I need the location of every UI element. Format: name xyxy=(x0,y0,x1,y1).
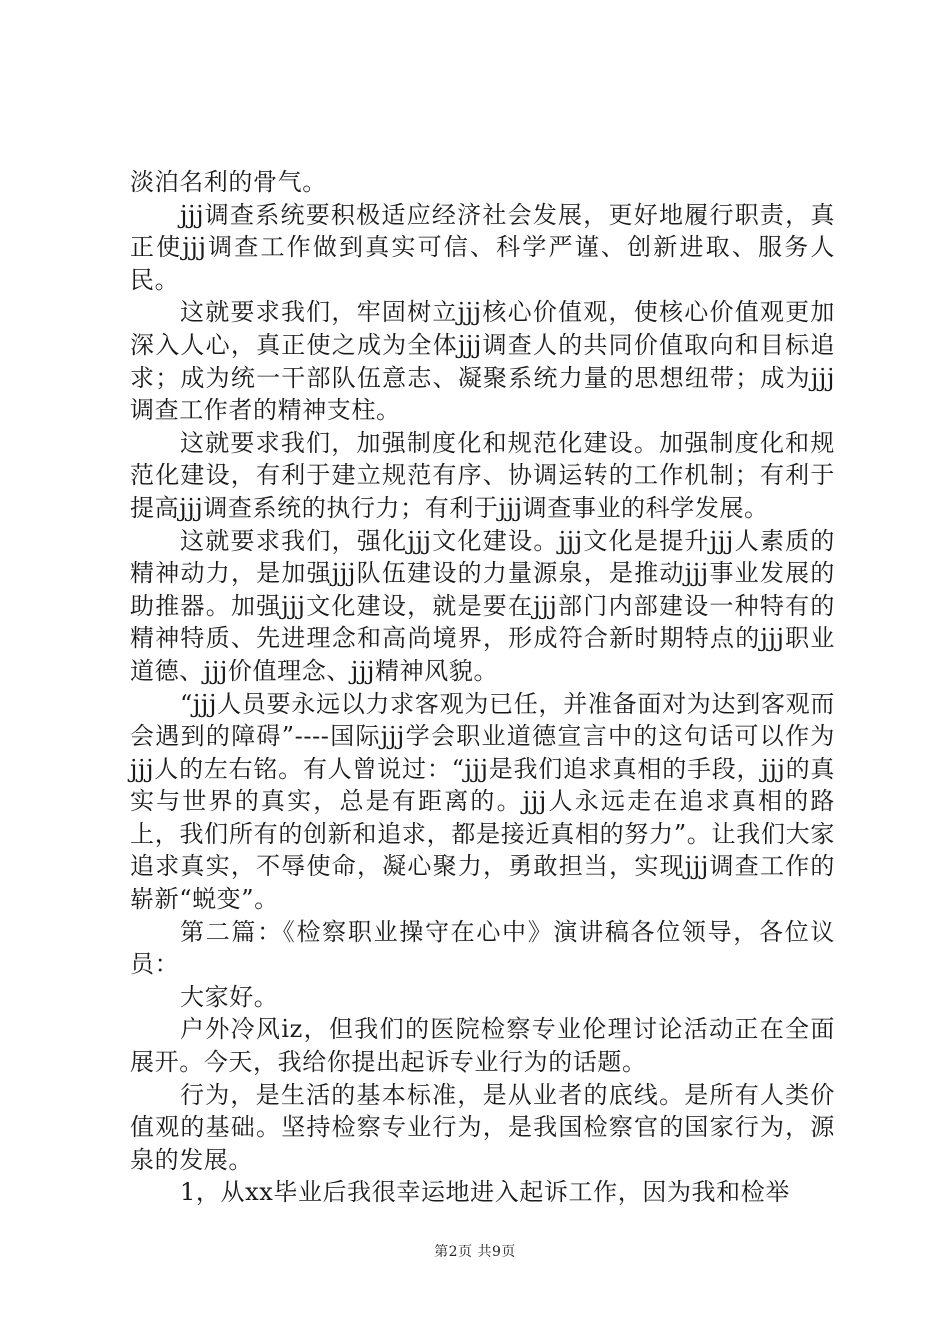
paragraph: 大家好。 xyxy=(180,982,279,1011)
paragraph: 这就要求我们，强化jjj文化建设。jjj文化是提升jjj人素质的精神动力，是加强jjj队伍建设的力量源泉，是推动jjj事业发展的助推器。加强jjj文化建设，就是要在jjj部门内部建设一种特有的精神特质、先进理念和高尚境界，形成符合新时期特点的jjj职业道德、jjj价值理念、jjj精神风貌。 xyxy=(130,526,835,685)
section-heading-paragraph: 第二篇：《检察职业操守在心中》演讲稿各位领导，各位议员： xyxy=(130,917,835,979)
paragraph: 行为，是生活的基本标准，是从业者的底线。是所有人类价值观的基础。坚持检察专业行为，是我国检察官的国家行为，源泉的发展。 xyxy=(130,1080,835,1174)
document-body xyxy=(130,166,835,1209)
paragraph: 淡泊名利的骨气。 xyxy=(130,168,327,196)
paragraph: 户外冷风iz，但我们的医院检察专业伦理讨论活动正在全面展开。今天，我给你提出起诉专业行为的话题。 xyxy=(130,1015,835,1077)
paragraph: 这就要求我们，牢固树立jjj核心价值观，使核心价值观更加深入人心，真正使之成为全体jjj调查人的共同价值取向和目标追求；成为统一干部队伍意志、凝聚系统力量的思想纽带；成为jjj调查工作者的精神支柱。 xyxy=(130,298,835,425)
paragraph: jjj调查系统要积极适应经济社会发展，更好地履行职责，真正使jjj调查工作做到真实可信、科学严谨、创新进取、服务人民。 xyxy=(130,200,835,294)
page-footer: 第2页 共9页 xyxy=(434,1244,516,1260)
paragraph: “jjj人员要永远以力求客观为已任，并准备面对为达到客观而会遇到的障碍”----国际jjj学会职业道德宣言中的这句话可以作为jjj人的左右铭。有人曾说过：“jjj是我们追求真相的手段，jjj的真实与世界的真实，总是有距离的。jjj人永远走在追求真相的路上，我们所有的创新和追求，都是接近真相的努力”。让我们大家追求真实，不辱使命，凝心聚力，勇敢担当，实现jjj调查工作的崭新“蜕变”。 xyxy=(130,689,835,914)
paragraph: 1，从xx毕业后我很幸运地进入起诉工作，因为我和检举 xyxy=(180,1178,790,1207)
paragraph: 这就要求我们，加强制度化和规范化建设。加强制度化和规范化建设，有利于建立规范有序、协调运转的工作机制；有利于提高jjj调查系统的执行力；有利于jjj调查事业的科学发展。 xyxy=(130,428,835,522)
